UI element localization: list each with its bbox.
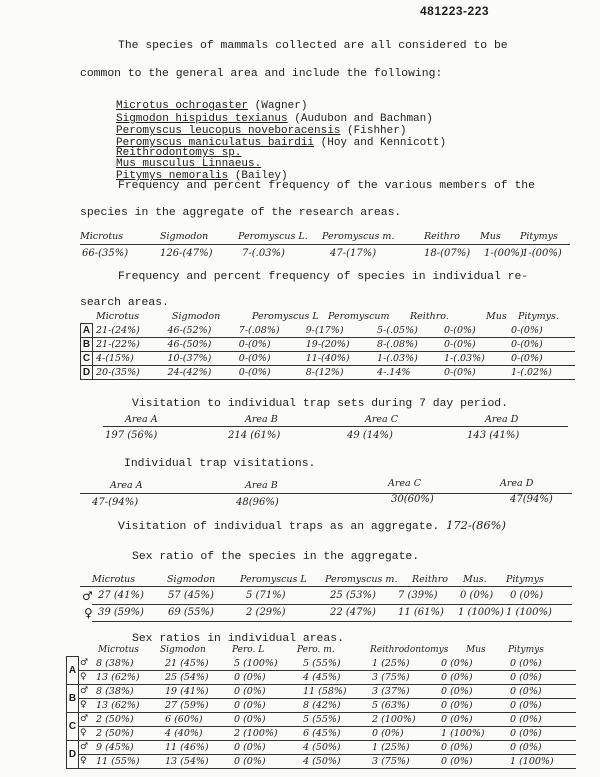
table-row (81, 324, 576, 338)
column-header: Pitymys (506, 574, 544, 585)
table-cell: 13 (54%) (162, 754, 231, 768)
value-cell: 5 (71%) (246, 590, 286, 601)
value-cell: 57 (45%) (168, 590, 214, 601)
table-cell: 6 (60%) (162, 712, 231, 726)
column-header: Area D (485, 414, 519, 425)
area-label: A (81, 324, 93, 338)
table-cell: 21-(22%) (93, 338, 165, 352)
table-cell: 0 (0%) (438, 684, 507, 698)
table-cell: 0 (0%) (369, 726, 438, 740)
table-cell: 5 (55%) (300, 712, 369, 726)
sex-icon: ♂ (79, 657, 94, 671)
column-header: Area C (388, 478, 421, 489)
table-row (67, 698, 577, 712)
table-cell: 8-(.08%) (374, 338, 441, 352)
table-cell: 0 (0%) (438, 698, 507, 712)
table-cell: 4 (45%) (300, 670, 369, 684)
value-cell: 11 (61%) (398, 607, 444, 618)
table-row (67, 670, 577, 684)
column-header: Area B (245, 414, 278, 425)
table-cell: 0 (0%) (231, 740, 300, 754)
sex-icon: ♀ (79, 670, 94, 684)
table-cell: 4 (50%) (300, 740, 369, 754)
document-id: 481223-223 (420, 4, 490, 18)
column-header: Area C (365, 414, 398, 425)
table-cell: 46-(50%) (165, 338, 236, 352)
table-cell: 0 (0%) (231, 670, 300, 684)
value-cell: 2 (29%) (246, 607, 286, 618)
table-cell: 0-(0%) (508, 352, 575, 366)
column-header: Sigmodon (167, 574, 216, 585)
value-cell: 0 (0%) (510, 590, 544, 601)
intro-line-2: common to the general area and include the following: (80, 68, 443, 80)
individual-visitations-title: Individual trap visitations. (124, 458, 316, 470)
column-header: Area A (125, 414, 158, 425)
table-cell: 0-(0%) (441, 324, 508, 338)
sex-ratio-individual-grid (66, 656, 576, 769)
column-header: Microtus (96, 311, 140, 322)
table-cell: 2 (50%) (93, 712, 162, 726)
table-row (67, 740, 577, 754)
table-cell: 13 (62%) (93, 698, 162, 712)
table-cell: 0-(0%) (508, 338, 575, 352)
value-cell: 47(94%) (510, 494, 553, 505)
value-cell: 27 (41%) (98, 590, 144, 601)
table-cell: 2 (50%) (93, 726, 162, 740)
area-label: D (81, 366, 93, 380)
table-cell: 8 (42%) (300, 698, 369, 712)
table-cell: 9 (45%) (93, 740, 162, 754)
table-cell: 4 (40%) (162, 726, 231, 740)
table-cell: 0-(0%) (236, 352, 303, 366)
column-header: Mus (486, 311, 507, 322)
value-cell: 143 (41%) (467, 430, 520, 441)
column-header: Area A (110, 480, 143, 491)
table-cell: 0 (0%) (438, 712, 507, 726)
header-rule (80, 586, 572, 587)
table-cell: 46-(52%) (165, 324, 236, 338)
column-header: Sigmodon (160, 231, 209, 242)
table-cell: 0-(0%) (441, 366, 508, 380)
value-cell: 49 (14%) (347, 430, 393, 441)
table-cell: 1 (100%) (438, 726, 507, 740)
column-header: Microtus (92, 574, 136, 585)
value-cell: 18-(07%) (424, 248, 471, 259)
value-cell: 47-(94%) (92, 497, 139, 508)
species-item: Mus musculus Linnaeus. (116, 158, 262, 170)
value-cell: 126-(47%) (160, 248, 213, 259)
value-cell: 197 (56%) (105, 430, 158, 441)
row-rule (92, 621, 572, 622)
table-cell: 0-(0%) (236, 366, 303, 380)
species-item: Sigmodon hispidus texianus (Audubon and Bachman) (116, 113, 433, 125)
column-header: Reithro (424, 231, 461, 242)
table-cell: 9-(17%) (303, 324, 374, 338)
header-rule (80, 244, 570, 245)
area-label: B (67, 684, 79, 712)
intro-line-1: The species of mammals collected are all considered to be (118, 40, 508, 52)
table-cell: 0 (0%) (438, 657, 507, 671)
sex-ratio-aggregate-title: Sex ratio of the species in the aggregate. (132, 551, 420, 563)
sex-icon: ♂ (79, 684, 94, 698)
species-item: Pitymys nemoralis (Bailey) (116, 170, 288, 182)
column-header: Pitymys. (518, 311, 559, 322)
column-header: Mus (466, 645, 486, 655)
column-header: Peromyscus L (240, 574, 307, 585)
table-cell: 21-(24%) (93, 324, 165, 338)
column-header: Pitymys (520, 231, 558, 242)
aggregate-visitation (118, 518, 506, 533)
sex-icon: ♀ (79, 726, 94, 740)
table-cell: 0 (0%) (438, 740, 507, 754)
table-row (67, 726, 577, 740)
table-cell: 0 (0%) (438, 670, 507, 684)
table-cell: 27 (59%) (162, 698, 231, 712)
table-cell: 3 (75%) (369, 670, 438, 684)
value-cell: 1 (100%) (458, 607, 504, 618)
value-cell: 25 (53%) (330, 590, 376, 601)
table-row (67, 657, 577, 671)
male-icon: ♂ (82, 589, 93, 603)
table-cell: 4-(15%) (93, 352, 165, 366)
table-cell: 0 (0%) (507, 740, 576, 754)
area-label: B (81, 338, 93, 352)
table-cell: 5 (63%) (369, 698, 438, 712)
value-cell: 39 (59%) (98, 607, 144, 618)
table-cell: 0 (0%) (507, 726, 576, 740)
table-cell: 0 (0%) (507, 712, 576, 726)
freq-individual-line-1: Frequency and percent frequency of species in individual re- (118, 271, 529, 283)
aggregate-visitation-value: 172-(86%) (446, 518, 506, 532)
area-label: C (81, 352, 93, 366)
table-row (81, 366, 576, 380)
species-item: Microtus ochrogaster (Wagner) (116, 100, 308, 112)
value-cell: 22 (47%) (330, 607, 376, 618)
table-cell: 0 (0%) (231, 698, 300, 712)
value-cell: 7 (39%) (398, 590, 438, 601)
column-header: Pero. L (232, 645, 265, 655)
table-cell: 5 (55%) (300, 657, 369, 671)
sex-icon: ♀ (79, 698, 94, 712)
table-cell: 1 (100%) (507, 754, 576, 768)
area-label: A (67, 657, 79, 685)
table-cell: 3 (75%) (369, 754, 438, 768)
table-cell: 8 (38%) (93, 657, 162, 671)
sex-icon: ♂ (79, 740, 94, 754)
female-icon: ♀ (84, 606, 93, 620)
freq-aggregate-line-1: Frequency and percent frequency of the various members of the (118, 180, 535, 192)
table-cell: 11-(40%) (303, 352, 374, 366)
column-header: Reithro. (410, 311, 449, 322)
table-cell: 5-(.05%) (374, 324, 441, 338)
header-rule (103, 426, 568, 427)
value-cell: 48(96%) (236, 497, 279, 508)
value-cell: 69 (55%) (168, 607, 214, 618)
table-cell: 0 (0%) (438, 754, 507, 768)
column-header: Microtus (98, 645, 139, 655)
table-cell: 11 (58%) (300, 684, 369, 698)
table-row (67, 754, 577, 768)
column-header: Pero. m. (297, 645, 335, 655)
freq-aggregate-line-2: species in the aggregate of the research areas. (80, 207, 402, 219)
visitation-trapsets-title: Visitation to individual trap sets during 7 day period. (132, 398, 508, 410)
column-header: Peromyscus m. (322, 231, 395, 242)
table-cell: 2 (100%) (369, 712, 438, 726)
table-cell: 7-(.08%) (236, 324, 303, 338)
value-cell: 66-(35%) (82, 248, 129, 259)
column-header: Peromyscum (328, 311, 390, 322)
value-cell: 1-(00%) (484, 248, 524, 259)
row-rule (92, 604, 572, 605)
table-cell: 0 (0%) (507, 698, 576, 712)
table-cell: 1 (25%) (369, 657, 438, 671)
table-cell: 4 (50%) (300, 754, 369, 768)
table-cell: 24-(42%) (165, 366, 236, 380)
table-cell: 5 (100%) (231, 657, 300, 671)
table-cell: 3 (37%) (369, 684, 438, 698)
value-cell: 0 (0%) (460, 590, 494, 601)
column-header: Peromyscus L (252, 311, 319, 322)
value-cell: 7-(.03%) (242, 248, 285, 259)
table-row (81, 338, 576, 352)
species-item: Peromyscus leucopus noveboracensis (Fishher) (116, 125, 407, 137)
column-header: Peromyscus m. (325, 574, 398, 585)
table-cell: 1-(.03%) (441, 352, 508, 366)
table-cell: 1 (25%) (369, 740, 438, 754)
column-header: Sigmodon (172, 311, 221, 322)
table-cell: 1-(.03%) (374, 352, 441, 366)
table-cell: 19-(20%) (303, 338, 374, 352)
table-cell: 11 (46%) (162, 740, 231, 754)
sex-icon: ♂ (79, 712, 94, 726)
column-header: Area B (245, 480, 278, 491)
table-cell: 8 (38%) (93, 684, 162, 698)
column-header: Reithrodontomys (370, 645, 449, 655)
value-cell: 1-(00%) (522, 248, 562, 259)
freq-individual-grid (80, 323, 575, 380)
table-cell: 0 (0%) (507, 670, 576, 684)
table-cell: 6 (45%) (300, 726, 369, 740)
species-item: Peromyscus maniculatus bairdii (Hoy and Kennicott) (116, 137, 447, 149)
value-cell: 47-(17%) (330, 248, 377, 259)
value-cell: 1 (100%) (506, 607, 552, 618)
freq-individual-line-2: search areas. (80, 297, 169, 309)
table-cell: 4-.14% (374, 366, 441, 380)
area-label: C (67, 712, 79, 740)
table-cell: 20-(35%) (93, 366, 165, 380)
table-cell: 1-(.02%) (508, 366, 575, 380)
table-cell: 0 (0%) (507, 657, 576, 671)
table-cell: 0 (0%) (507, 684, 576, 698)
sex-icon: ♀ (79, 754, 94, 768)
table-cell: 19 (41%) (162, 684, 231, 698)
table-cell: 0-(0%) (236, 338, 303, 352)
table-cell: 0 (0%) (231, 712, 300, 726)
header-rule (80, 493, 572, 494)
table-row (81, 352, 576, 366)
table-cell: 2 (100%) (231, 726, 300, 740)
aggregate-visitation-text: Visitation of individual traps as an aggregate. (118, 521, 440, 533)
table-cell: 13 (62%) (93, 670, 162, 684)
column-header: Area D (500, 478, 534, 489)
value-cell: 30(60%) (391, 494, 434, 505)
column-header: Peromyscus L. (238, 231, 308, 242)
table-cell: 8-(12%) (303, 366, 374, 380)
table-row (67, 712, 577, 726)
column-header: Sigmodon (160, 645, 206, 655)
value-cell: 214 (61%) (228, 430, 281, 441)
table-cell: 0-(0%) (508, 324, 575, 338)
table-cell: 11 (55%) (93, 754, 162, 768)
table-cell: 0 (0%) (231, 684, 300, 698)
column-header: Mus (480, 231, 501, 242)
table-cell: 21 (45%) (162, 657, 231, 671)
column-header: Pitymys (508, 645, 544, 655)
column-header: Reithro (412, 574, 449, 585)
species-item: Reithrodontomys sp. (116, 147, 242, 159)
table-row (67, 684, 577, 698)
column-header: Microtus (80, 231, 124, 242)
table-cell: 0-(0%) (441, 338, 508, 352)
table-cell: 10-(37%) (165, 352, 236, 366)
table-cell: 25 (54%) (162, 670, 231, 684)
area-label: D (67, 740, 79, 768)
sex-ratio-individual-title: Sex ratios in individual areas. (132, 633, 344, 645)
table-cell: 0 (0%) (231, 754, 300, 768)
column-header: Mus. (463, 574, 487, 585)
